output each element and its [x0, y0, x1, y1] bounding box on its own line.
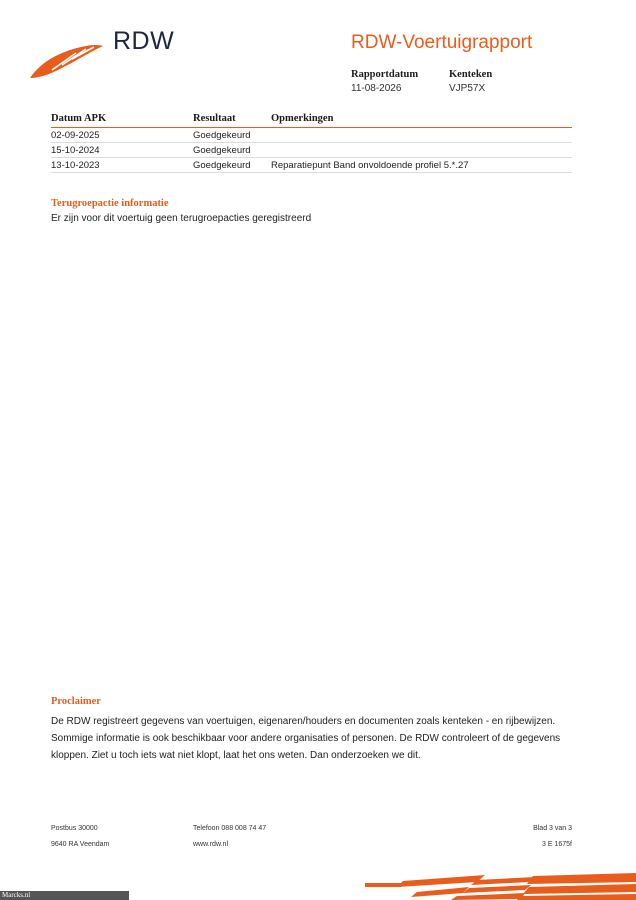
meta-label-rapportdatum: Rapportdatum	[351, 69, 419, 80]
cell-datum: 13-10-2023	[51, 158, 193, 173]
footer-document-code: 3 E 1675f	[542, 841, 572, 848]
table-row	[51, 143, 572, 158]
orange-stripes-icon	[365, 872, 636, 900]
proclaimer-line: kloppen. Ziet u toch iets wat niet klopt, laat het ons weten. Dan onderzoeken we dit.	[51, 750, 421, 761]
column-header-resultaat: Resultaat	[193, 112, 271, 128]
cell-opmerkingen	[271, 128, 572, 143]
proclaimer-line: Sommige informatie is ook beschikbaar voor andere organisaties of personen. De RDW controleert of de gegevens	[51, 733, 561, 744]
footer-phone: Telefoon 088 008 74 47	[193, 825, 267, 832]
cell-opmerkingen	[271, 143, 572, 158]
recall-text: Er zijn voor dit voertuig geen terugroepacties geregistreerd	[51, 213, 312, 224]
column-header-opmerkingen: Opmerkingen	[271, 112, 572, 128]
logo-text: RDW	[113, 27, 175, 55]
report-title: RDW-Voertuigrapport	[351, 32, 533, 53]
table-row	[51, 128, 572, 143]
footer-address-line1: Postbus 30000	[51, 825, 98, 832]
rdw-wing-logo-icon	[28, 40, 104, 80]
proclaimer-text	[51, 713, 591, 764]
column-header-datum-apk: Datum APK	[51, 112, 193, 128]
footer-address-line2: 9640 RA Veendam	[51, 841, 110, 848]
cell-opmerkingen: Reparatiepunt Band onvoldoende profiel 5.*.27	[271, 158, 572, 173]
cell-datum: 02-09-2025	[51, 128, 193, 143]
apk-table-header	[51, 112, 572, 128]
footer-page-number: Blad 3 van 3	[533, 825, 572, 832]
apk-table	[51, 112, 572, 173]
watermark-stamp: Marcks.nl	[0, 891, 129, 900]
recall-heading: Terugroepactie informatie	[51, 198, 169, 209]
cell-resultaat: Goedgekeurd	[193, 158, 271, 173]
proclaimer-line: De RDW registreert gegevens van voertuigen, eigenaren/houders en documenten zoals kenteken - en rijbewijzen.	[51, 716, 556, 727]
table-row	[51, 158, 572, 173]
cell-datum: 15-10-2024	[51, 143, 193, 158]
meta-label-kenteken: Kenteken	[449, 69, 493, 80]
proclaimer-heading: Proclaimer	[51, 696, 101, 707]
cell-resultaat: Goedgekeurd	[193, 143, 271, 158]
cell-resultaat: Goedgekeurd	[193, 128, 271, 143]
meta-value-rapportdatum: 11-08-2026	[351, 83, 402, 94]
footer-website: www.rdw.nl	[193, 841, 229, 848]
meta-value-kenteken: VJP57X	[449, 83, 486, 94]
